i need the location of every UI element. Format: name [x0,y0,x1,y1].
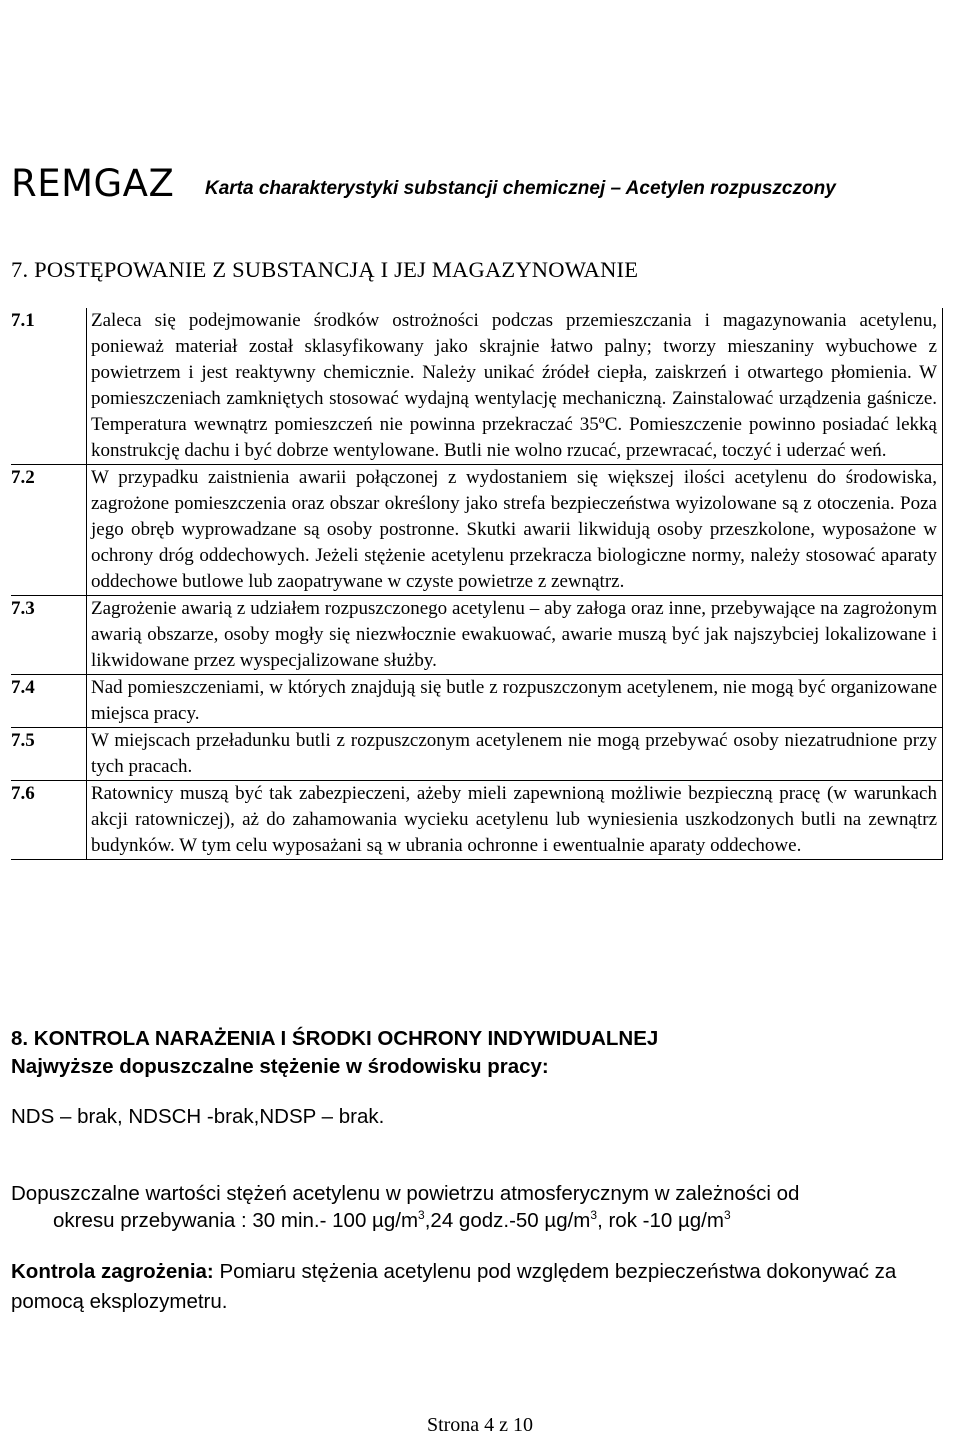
limits-paragraph [11,1180,946,1234]
limits-year: , rok -10 µg/m [597,1209,724,1232]
item-text: Nad pomieszczeniami, w których znajdują się butle z rozpuszczonym acetylenem, nie mogą być organizowane miejsca pracy. [87,675,943,728]
table-row [11,675,943,728]
item-number: 7.2 [11,465,87,596]
nds-values: NDS – brak, NDSCH -brak,NDSP – brak. [11,1105,385,1128]
page-header [11,162,951,212]
control-label: Kontrola zagrożenia: [11,1260,214,1283]
limits-line-1: Dopuszczalne wartości stężeń acetylenu w powietrzu atmosferycznym w zależności od [11,1182,800,1205]
limits-30min: okresu przebywania : 30 min.- 100 µg/m [53,1209,419,1232]
nds-heading: Najwyższe dopuszczalne stężenie w środowisku pracy: [11,1055,549,1078]
page-number: Strona 4 z 10 [426,1414,534,1436]
item-number: 7.1 [11,308,87,465]
item-number: 7.6 [11,781,87,860]
item-text: W przypadku zaistnienia awarii połączonej z wydostaniem się większej ilości acetylenu do środowiska, zagrożone pomieszczenia oraz obszar określony jako strefa bezpieczeństwa wyizolowane są z otoczenia. Poza jego obręb wyprowadzane są osoby postronne. Skutki awarii likwidują osoby przeszkolone, wyposażone w ochrony dróg oddechowych. Jeżeli stężenie acetylenu przekracza biologiczne normy, należy stosować aparaty oddechowe butlowe lub zaopatrywane w czyste powietrze z zewnątrz. [87,465,943,596]
table-row [11,465,943,596]
item-number: 7.5 [11,728,87,781]
item-number: 7.3 [11,596,87,675]
table-row [11,781,943,860]
table-row [11,596,943,675]
unit-exponent: 3 [418,1208,425,1222]
control-text: Pomiaru stężenia acetylenu pod względem bezpieczeństwa dokonywać za pomocą eksplozymetru. [11,1260,897,1313]
section-7-table [11,308,943,860]
table-row [11,728,943,781]
brand-logo: REMGAZ [11,162,175,205]
item-number: 7.4 [11,675,87,728]
unit-exponent: 3 [723,1208,731,1222]
document-title: Karta charakterystyki substancji chemicznej – Acetylen rozpuszczony [205,178,836,199]
unit-exponent: 3 [590,1208,598,1222]
section-8-heading: 8. KONTROLA NARAŻENIA I ŚRODKI OCHRONY INDYWIDUALNEJ [11,1027,659,1050]
table-row [11,308,943,465]
item-text: Zagrożenie awarią z udziałem rozpuszczonego acetylenu – aby załoga oraz inne, przebywające na zagrożonym awarią obszarze, osoby mogły się niezwłocznie ewakuować, awarie muszą być jak najszybciej lokalizowane i likwidowane przez wyspecjalizowane służby. [87,596,943,675]
limits-line-2 [11,1207,946,1234]
section-7-heading: 7. POSTĘPOWANIE Z SUBSTANCJĄ I JEJ MAGAZYNOWANIE [11,257,639,282]
item-text: Zaleca się podejmowanie środków ostrożności podczas przemieszczania i magazynowania acetylenu, ponieważ materiał został sklasyfikowany jako skrajnie łatwo palny; tworzy mieszaniny wybuchowe z powietrzem i jest reaktywny chemicznie. Należy unikać źródeł ciepła, zaiskrzeń i otwartego płomienia. W pomieszczeniach zamkniętych stosować wydajną wentylację mechaniczną. Zainstalować urządzenia gaśnicze. Temperatura wewnątrz pomieszczeń nie powinna przekraczać 35ºC. Pomieszczenie powinno posiadać lekką konstrukcję dachu i być dobrze wentylowane. Butli nie wolno rzucać, przewracać, toczyć i uderzać weń. [87,308,943,465]
limits-24h: ,24 godz.-50 µg/m [424,1209,591,1232]
control-paragraph [11,1257,946,1317]
item-text: W miejscach przeładunku butli z rozpuszczonym acetylenem nie mogą przebywać osoby niezatrudnione przy tych pracach. [87,728,943,781]
item-text: Ratownicy muszą być tak zabezpieczeni, ażeby mieli zapewnioną możliwie bezpieczną pracę (w warunkach akcji ratowniczej), aż do zahamowania wycieku acetylenu lub wyniesienia uszkodzonych butli na zewnątrz budynków. W tym celu wyposażani są w ubrania ochronne i ewentualnie aparaty oddechowe. [87,781,943,860]
